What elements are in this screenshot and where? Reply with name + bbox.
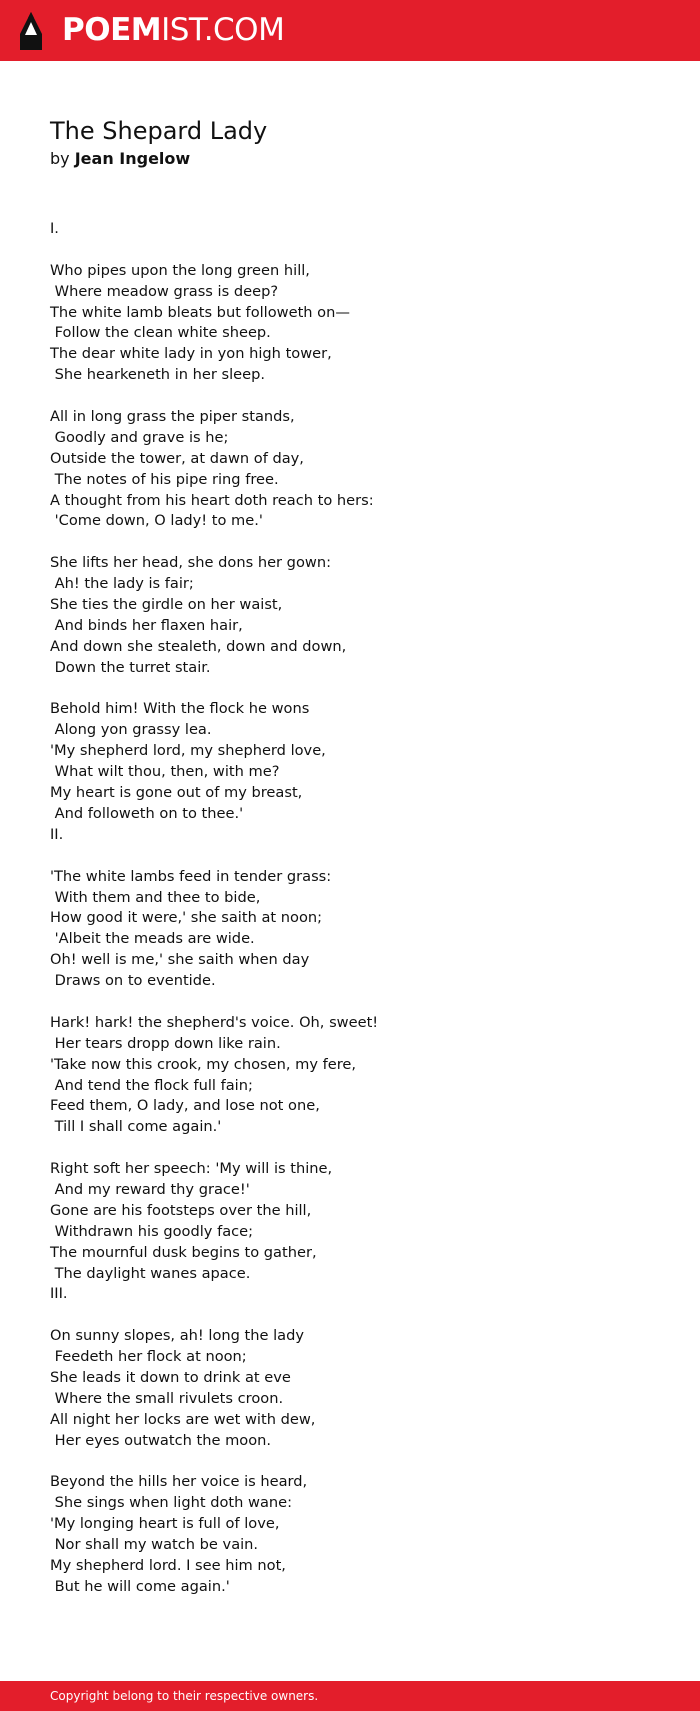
poem-line [50, 679, 650, 700]
poem-line: Down the turret stair. [50, 658, 211, 676]
poem-line: And tend the flock full fain; [50, 1076, 253, 1094]
poem-line: All in long grass the piper stands, [50, 408, 295, 426]
poem-line: She sings when light doth wane: [50, 1494, 293, 1512]
poem-line [50, 532, 650, 553]
copyright-text: Copyright belong to their respective owners. [50, 1689, 319, 1703]
poem-line: She lifts her head, she dons her gown: [50, 554, 331, 572]
poem-line: Draws on to eventide. [50, 972, 216, 990]
poem-line: Oh! well is me,' she saith when day [50, 951, 310, 969]
poem-line: Gone are his footsteps over the hill, [50, 1201, 312, 1219]
poem-line: Where meadow grass is deep? [50, 282, 279, 300]
poem-line: Who pipes upon the long green hill, [50, 261, 310, 279]
poem-line: All night her locks are wet with dew, [50, 1410, 316, 1428]
poem-line: She hearkeneth in her sleep. [50, 366, 266, 384]
poem-line: 'Come down, O lady! to me.' [50, 512, 263, 530]
poem-line: Beyond the hills her voice is heard, [50, 1473, 308, 1491]
poem-line: Where the small rivulets croon. [50, 1389, 284, 1407]
poem-line: She leads it down to drink at eve [50, 1368, 291, 1386]
poem-line: The daylight wanes apace. [50, 1264, 251, 1282]
poem-line: 'My shepherd lord, my shepherd love, [50, 742, 326, 760]
byline [50, 148, 267, 170]
poem-line: Ah! the lady is fair; [50, 575, 194, 593]
poem-line: And binds her flaxen hair, [50, 616, 243, 634]
author-name: Jean Ingelow [74, 149, 191, 168]
site-footer [0, 1681, 700, 1711]
poem-line: 'Albeit the meads are wide. [50, 930, 255, 948]
poem-line: With them and thee to bide, [50, 888, 261, 906]
poem-line: Till I shall come again.' [50, 1118, 222, 1136]
poem-line: Her eyes outwatch the moon. [50, 1431, 272, 1449]
site-logo[interactable] [62, 10, 284, 50]
poem-line: Hark! hark! the shepherd's voice. Oh, sweet! [50, 1013, 379, 1031]
poem-line: How good it were,' she saith at noon; [50, 909, 323, 927]
poem-line [50, 240, 650, 261]
poem-header [50, 114, 267, 170]
logo-light-text: IST.COM [161, 12, 285, 48]
poem-line: Feedeth her flock at noon; [50, 1348, 247, 1366]
poem-line: 'My longing heart is full of love, [50, 1515, 280, 1533]
poem-line: Her tears dropp down like rain. [50, 1034, 281, 1052]
poem-line: And my reward thy grace!' [50, 1180, 250, 1198]
poem-line: Goodly and grave is he; [50, 428, 229, 446]
poem-line [50, 386, 650, 407]
poem-line: The white lamb bleats but followeth on— [50, 303, 350, 321]
poem-line: And followeth on to thee.' [50, 804, 244, 822]
poem-line: I. [50, 220, 59, 237]
poem-line: III. [50, 1285, 68, 1303]
poem-line: Behold him! With the flock he wons [50, 700, 310, 718]
poem-line [50, 1305, 650, 1326]
poem-line: 'Take now this crook, my chosen, my fere, [50, 1055, 357, 1073]
poem-line: Follow the clean white sheep. [50, 324, 271, 342]
poem-line: The notes of his pipe ring free. [50, 470, 279, 488]
poem-line: The mournful dusk begins to gather, [50, 1243, 317, 1261]
poem-line [50, 1452, 650, 1473]
site-header [0, 0, 700, 61]
poem-line [50, 846, 650, 867]
logo-bold-text: POEM [62, 12, 162, 48]
poem-line: On sunny slopes, ah! long the lady [50, 1327, 305, 1345]
by-prefix: by [50, 149, 70, 168]
poem-line: A thought from his heart doth reach to hers: [50, 491, 374, 509]
poem-line: She ties the girdle on her waist, [50, 596, 283, 614]
poem-line: 'The white lambs feed in tender grass: [50, 867, 332, 885]
poem-line: Withdrawn his goodly face; [50, 1222, 254, 1240]
poem-title: The Shepard Lady [50, 117, 268, 145]
poem-line: But he will come again.' [50, 1577, 230, 1595]
poem-line: Feed them, O lady, and lose not one, [50, 1097, 320, 1115]
poem-line: Outside the tower, at dawn of day, [50, 449, 304, 467]
poem-line: Right soft her speech: 'My will is thine, [50, 1160, 333, 1178]
poem-line: The dear white lady in yon high tower, [50, 345, 332, 363]
pencil-logo-icon[interactable] [18, 11, 44, 51]
poem-line: II. [50, 825, 64, 843]
poem-line [50, 992, 650, 1013]
poem-line: What wilt thou, then, with me? [50, 763, 280, 781]
poem-line: Along yon grassy lea. [50, 721, 212, 739]
poem-line: Nor shall my watch be vain. [50, 1536, 259, 1554]
poem-line: And down she stealeth, down and down, [50, 637, 347, 655]
poem-line: My shepherd lord. I see him not, [50, 1557, 286, 1574]
poem-line: My heart is gone out of my breast, [50, 784, 303, 802]
poem-line [50, 1138, 650, 1159]
poem-body [50, 219, 650, 1598]
